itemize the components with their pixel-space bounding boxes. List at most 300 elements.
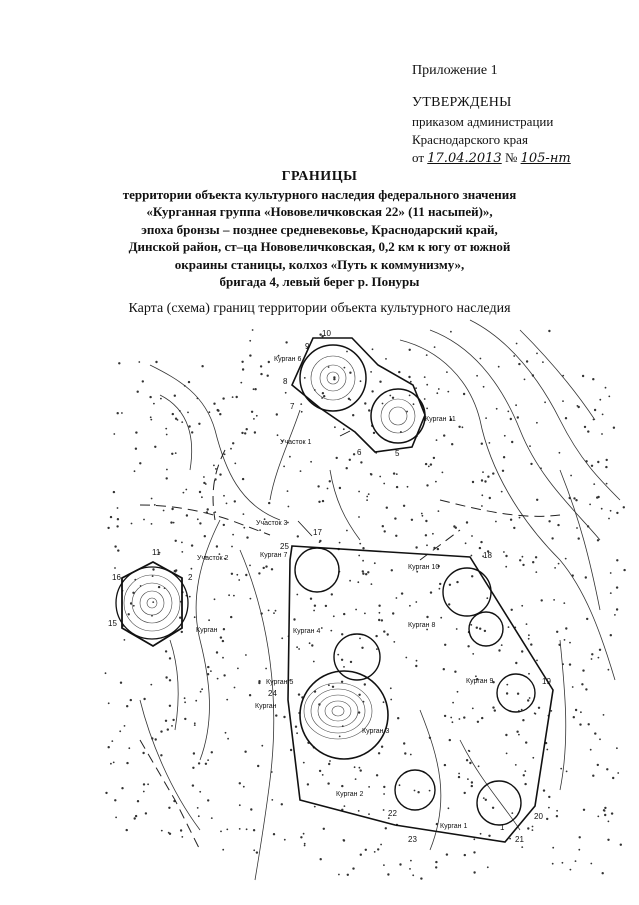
survey-point: [165, 676, 167, 678]
survey-point: [570, 869, 572, 871]
survey-point: [219, 413, 221, 415]
survey-point: [135, 431, 137, 433]
survey-point: [204, 535, 206, 537]
label-kurgan-10: Курган 10: [408, 564, 440, 571]
survey-point: [332, 686, 334, 688]
survey-point: [554, 567, 556, 569]
survey-point: [391, 569, 393, 571]
survey-point: [105, 672, 107, 674]
survey-point: [573, 497, 575, 499]
survey-point: [249, 354, 251, 356]
title-line-4: Динской район, ст–ца Нововеличковская, 0,2 км к югу от южной: [128, 239, 511, 254]
survey-point: [349, 372, 351, 374]
survey-point: [166, 477, 168, 479]
survey-point: [422, 515, 424, 517]
survey-point: [603, 714, 605, 716]
survey-point: [424, 376, 426, 378]
survey-point: [398, 371, 400, 373]
survey-point: [580, 711, 582, 713]
survey-point: [368, 409, 370, 411]
survey-point: [219, 473, 221, 475]
survey-point: [347, 874, 349, 876]
survey-point: [383, 793, 385, 795]
survey-point: [121, 412, 123, 414]
survey-point: [115, 817, 117, 819]
survey-point: [158, 586, 160, 588]
survey-point: [349, 580, 351, 582]
survey-point: [169, 679, 171, 681]
survey-point: [339, 736, 341, 738]
survey-point: [455, 527, 457, 529]
survey-point: [450, 717, 452, 719]
survey-point: [403, 505, 405, 507]
label-kurgan-6: Курган 6: [274, 356, 302, 363]
survey-point: [197, 518, 199, 520]
survey-point: [556, 810, 558, 812]
survey-point: [392, 397, 394, 399]
survey-point: [126, 829, 128, 831]
survey-point: [181, 631, 183, 633]
survey-point: [510, 418, 512, 420]
vertex-15: 15: [108, 619, 117, 628]
survey-point: [584, 426, 586, 428]
survey-point: [199, 522, 201, 524]
survey-point: [578, 406, 580, 408]
survey-point: [556, 815, 558, 817]
survey-point: [243, 513, 245, 515]
survey-point: [357, 581, 359, 583]
survey-point: [623, 569, 625, 571]
survey-point: [137, 800, 139, 802]
survey-point: [596, 496, 598, 498]
survey-point: [436, 392, 438, 394]
survey-point: [462, 426, 464, 428]
survey-point: [519, 517, 521, 519]
survey-point: [287, 490, 289, 492]
survey-point: [416, 571, 418, 573]
survey-point: [524, 783, 526, 785]
vertex-20: 20: [534, 812, 543, 821]
survey-point: [501, 644, 503, 646]
survey-point: [234, 687, 236, 689]
survey-point: [594, 732, 596, 734]
survey-point: [253, 388, 255, 390]
survey-point: [314, 806, 316, 808]
survey-point: [390, 687, 392, 689]
survey-point: [253, 829, 255, 831]
survey-point: [329, 480, 331, 482]
survey-point: [487, 866, 489, 868]
survey-point: [220, 831, 222, 833]
survey-point: [181, 542, 183, 544]
survey-point: [448, 807, 450, 809]
terrain-lines: [140, 320, 620, 880]
survey-point: [228, 594, 230, 596]
survey-point: [237, 668, 239, 670]
survey-point: [246, 536, 248, 538]
survey-point: [323, 395, 325, 397]
survey-point: [265, 668, 267, 670]
survey-point: [183, 492, 185, 494]
survey-point: [434, 346, 436, 348]
survey-point: [556, 631, 558, 633]
survey-point: [487, 476, 489, 478]
survey-point: [370, 473, 372, 475]
survey-point: [589, 504, 591, 506]
survey-point: [245, 574, 247, 576]
survey-point: [420, 877, 422, 879]
survey-point: [249, 694, 251, 696]
survey-point: [203, 482, 205, 484]
survey-point: [346, 530, 348, 532]
survey-point: [543, 789, 545, 791]
survey-point: [532, 826, 534, 828]
survey-point: [530, 643, 532, 645]
survey-point: [371, 390, 373, 392]
survey-point: [355, 778, 357, 780]
survey-point: [439, 588, 441, 590]
survey-point: [360, 769, 362, 771]
survey-point: [300, 403, 302, 405]
survey-point: [599, 399, 601, 401]
survey-point: [471, 575, 473, 577]
survey-point: [530, 463, 532, 465]
plot-3-boundary: [288, 546, 553, 842]
survey-point: [505, 555, 507, 557]
survey-point: [137, 391, 139, 393]
survey-point: [383, 809, 385, 811]
survey-point: [313, 661, 315, 663]
survey-point: [597, 816, 599, 818]
kurgan-10-circle: [443, 568, 491, 616]
survey-point: [467, 778, 469, 780]
survey-point: [185, 489, 187, 491]
survey-point: [381, 619, 383, 621]
survey-point: [375, 635, 377, 637]
survey-point: [346, 467, 348, 469]
survey-point: [126, 762, 128, 764]
survey-point: [481, 494, 483, 496]
survey-point: [383, 864, 385, 866]
survey-point: [428, 466, 430, 468]
survey-point: [223, 674, 225, 676]
survey-point: [579, 836, 581, 838]
survey-point: [309, 642, 311, 644]
survey-point: [108, 702, 110, 704]
survey-point: [207, 799, 209, 801]
survey-point: [360, 461, 362, 463]
survey-point: [225, 732, 227, 734]
survey-point: [296, 646, 298, 648]
survey-point: [226, 503, 228, 505]
survey-point: [344, 805, 346, 807]
survey-point: [330, 630, 332, 632]
vertex-19: 19: [542, 677, 551, 686]
survey-point: [397, 717, 399, 719]
survey-point: [465, 542, 467, 544]
survey-point: [175, 571, 177, 573]
survey-point: [426, 484, 428, 486]
survey-point: [558, 563, 560, 565]
survey-point: [583, 809, 585, 811]
kurgan-11-circle: [371, 389, 425, 443]
survey-point: [199, 491, 201, 493]
survey-point: [130, 699, 132, 701]
survey-point: [343, 428, 345, 430]
survey-point: [503, 551, 505, 553]
survey-point: [438, 510, 440, 512]
survey-point: [501, 491, 503, 493]
survey-point: [564, 639, 566, 641]
survey-point: [471, 781, 473, 783]
survey-point: [336, 457, 338, 459]
survey-point: [313, 610, 315, 612]
survey-point: [241, 432, 243, 434]
survey-point: [385, 358, 387, 360]
survey-point: [275, 610, 277, 612]
survey-point: [150, 416, 152, 418]
survey-point: [261, 745, 263, 747]
survey-point: [538, 707, 540, 709]
survey-point: [365, 573, 367, 575]
survey-point: [565, 558, 567, 560]
survey-point: [605, 387, 607, 389]
survey-point: [477, 721, 479, 723]
survey-point: [542, 361, 544, 363]
survey-point: [478, 765, 480, 767]
survey-point: [541, 599, 543, 601]
title-line-6: бригада 4, левый берег р. Понуры: [219, 274, 420, 289]
survey-point: [172, 719, 174, 721]
survey-point: [201, 688, 203, 690]
survey-point: [239, 782, 241, 784]
survey-point: [611, 812, 613, 814]
survey-point: [448, 603, 450, 605]
survey-point: [260, 373, 262, 375]
survey-point: [201, 496, 203, 498]
survey-point: [588, 723, 590, 725]
survey-point: [557, 524, 559, 526]
survey-point: [613, 427, 615, 429]
survey-point: [502, 470, 504, 472]
survey-point: [522, 556, 524, 558]
survey-point: [479, 547, 481, 549]
survey-point: [516, 731, 518, 733]
survey-point: [522, 564, 524, 566]
survey-point: [536, 422, 538, 424]
survey-point: [553, 599, 555, 601]
survey-point: [468, 750, 470, 752]
survey-point: [410, 860, 412, 862]
survey-point: [576, 527, 578, 529]
survey-point: [409, 868, 411, 870]
survey-point: [328, 763, 330, 765]
survey-point: [222, 397, 224, 399]
survey-point: [449, 584, 451, 586]
survey-point: [160, 730, 162, 732]
survey-point: [614, 614, 616, 616]
survey-point: [368, 813, 370, 815]
vertex-24: 24: [268, 689, 277, 698]
kurgan-left-circle: [116, 567, 188, 639]
survey-point: [223, 495, 225, 497]
survey-point: [258, 572, 260, 574]
survey-point: [267, 375, 269, 377]
survey-point: [392, 612, 394, 614]
survey-point: [599, 649, 601, 651]
survey-point: [349, 459, 351, 461]
survey-point: [381, 746, 383, 748]
survey-point: [492, 472, 494, 474]
survey-point: [224, 453, 226, 455]
survey-point: [407, 486, 409, 488]
survey-point: [608, 669, 610, 671]
survey-point: [562, 400, 564, 402]
survey-point: [436, 439, 438, 441]
survey-point: [415, 546, 417, 548]
survey-point: [328, 366, 330, 368]
survey-point: [181, 421, 183, 423]
survey-point: [220, 636, 222, 638]
survey-point: [113, 491, 115, 493]
survey-point: [113, 762, 115, 764]
survey-point: [368, 786, 370, 788]
survey-point: [105, 792, 107, 794]
survey-point: [612, 777, 614, 779]
survey-point: [184, 718, 186, 720]
survey-point: [546, 818, 548, 820]
survey-point: [201, 365, 203, 367]
survey-point: [432, 533, 434, 535]
survey-point: [598, 657, 600, 659]
survey-point: [325, 605, 327, 607]
order-label: приказом администрации: [412, 114, 554, 129]
survey-point: [396, 473, 398, 475]
survey-point: [473, 871, 475, 873]
survey-point: [489, 497, 491, 499]
survey-point: [511, 441, 513, 443]
survey-point: [504, 435, 506, 437]
survey-point: [314, 605, 316, 607]
survey-point: [386, 507, 388, 509]
survey-point: [368, 493, 370, 495]
survey-point: [258, 680, 260, 682]
survey-point: [359, 638, 361, 640]
survey-point: [168, 832, 170, 834]
survey-point: [582, 669, 584, 671]
survey-point: [521, 846, 523, 848]
survey-point: [529, 445, 531, 447]
survey-point: [506, 684, 508, 686]
survey-point: [484, 480, 486, 482]
survey-point: [364, 402, 366, 404]
survey-point: [552, 847, 554, 849]
survey-point: [223, 524, 225, 526]
survey-point: [481, 443, 483, 445]
survey-point: [297, 535, 299, 537]
survey-point: [616, 559, 618, 561]
survey-point: [382, 403, 384, 405]
survey-point: [169, 657, 171, 659]
survey-point: [214, 598, 216, 600]
survey-point: [372, 348, 374, 350]
survey-point: [387, 873, 389, 875]
survey-point: [450, 331, 452, 333]
survey-point: [616, 747, 618, 749]
survey-point: [585, 688, 587, 690]
survey-point: [421, 513, 423, 515]
survey-point: [175, 452, 177, 454]
survey-point: [321, 627, 323, 629]
survey-point: [271, 799, 273, 801]
survey-point: [341, 633, 343, 635]
survey-point: [246, 828, 248, 830]
survey-point: [535, 556, 537, 558]
survey-point: [417, 791, 419, 793]
survey-point: [217, 410, 219, 412]
survey-point: [300, 836, 302, 838]
survey-point: [304, 843, 306, 845]
survey-point: [551, 537, 553, 539]
survey-point: [165, 428, 167, 430]
survey-point: [467, 645, 469, 647]
survey-point: [429, 790, 431, 792]
survey-point: [283, 466, 285, 468]
survey-point: [536, 660, 538, 662]
survey-point: [200, 691, 202, 693]
survey-point: [459, 718, 461, 720]
survey-point: [536, 353, 538, 355]
survey-point: [440, 617, 442, 619]
survey-point: [610, 634, 612, 636]
survey-point: [349, 399, 351, 401]
survey-point: [526, 360, 528, 362]
survey-point: [154, 446, 156, 448]
survey-point: [513, 527, 515, 529]
survey-point: [534, 712, 536, 714]
survey-point: [515, 404, 517, 406]
title-line-5: окраины станицы, колхоз «Путь к коммунизму»,: [174, 256, 465, 272]
survey-point: [608, 518, 610, 520]
survey-point: [444, 715, 446, 717]
survey-point: [359, 767, 361, 769]
survey-point: [476, 375, 478, 377]
survey-point: [310, 598, 312, 600]
survey-point: [582, 375, 584, 377]
survey-point: [350, 661, 352, 663]
survey-point: [508, 626, 510, 628]
survey-point: [463, 393, 465, 395]
vertex-17: 17: [313, 528, 322, 537]
survey-point: [275, 714, 277, 716]
survey-point: [231, 546, 233, 548]
survey-point: [518, 734, 520, 736]
survey-point: [175, 418, 177, 420]
survey-point: [485, 799, 487, 801]
survey-point: [323, 828, 325, 830]
survey-point: [197, 807, 199, 809]
survey-point: [295, 726, 297, 728]
survey-point: [362, 547, 364, 549]
survey-point: [296, 732, 298, 734]
survey-point: [399, 784, 401, 786]
survey-point: [511, 609, 513, 611]
label-kurgan-1: Курган 1: [440, 823, 468, 830]
survey-point: [608, 396, 610, 398]
survey-point: [179, 617, 181, 619]
survey-point: [587, 430, 589, 432]
survey-point: [449, 739, 451, 741]
